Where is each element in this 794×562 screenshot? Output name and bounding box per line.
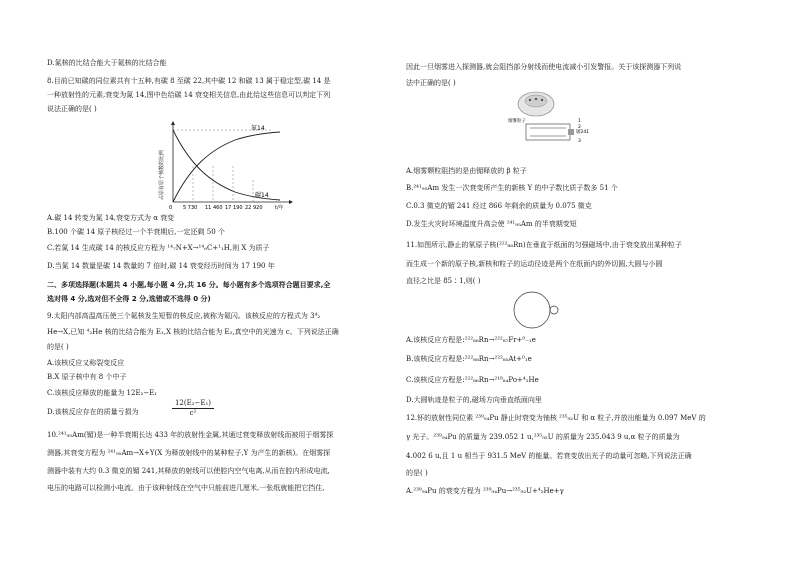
am241-label: 镅241 xyxy=(576,130,590,135)
q11-stem-line: 而生成一个新的原子核,新核和粒子的运动径迹是两个在纸面内的外切圆,大圆与小圆 xyxy=(406,260,663,268)
q10-stem-line: 电压的电路可以检测小电流。由于该种射线在空气中只能前进几厘米,一张纸就能把它挡住, xyxy=(47,484,325,492)
terminal-label: 3 xyxy=(578,139,581,144)
fraction-numerator: 12(E₂−E₁) xyxy=(172,399,214,409)
q8-option-a: A.碳 14 转变为氮 14,衰变方式为 α 衰变 xyxy=(47,214,175,222)
q9-stem-line: 的是( ) xyxy=(47,343,69,351)
c14-curve xyxy=(173,130,280,200)
q11-stem-line: 11.如图所示,静止的氡原子核(²²²₈₆Rn)在垂直于纸面的匀强磁场中,由于衰变放出某种粒子 xyxy=(406,241,682,249)
q8-option-c: C.若氮 14 生成碳 14 的核反应方程为 ¹⁴₇N+X→¹⁴₆C+¹₁H,则 X 为质子 xyxy=(47,244,270,252)
q8-stem-line: 说法正确的是( ) xyxy=(47,105,97,113)
decay-graph xyxy=(155,120,295,212)
q9-option-c: C.该核反应释放的能量为 12E₂−E₁ xyxy=(47,389,158,397)
q9-option-a: A.该核反应又称裂变反应 xyxy=(47,359,125,367)
fraction-denominator: c² xyxy=(189,409,197,417)
section-header: 选对得 4 分,选对但不全得 2 分,选错或不选得 0 分) xyxy=(47,295,211,303)
small-circle xyxy=(550,306,558,314)
source-block xyxy=(568,129,574,135)
q11-option-a: A.该核反应方程是:²²²₈₆Rn→²²²₈₇Fr+⁰₋₁e xyxy=(406,336,536,344)
x-tick-label: 5 730 xyxy=(183,205,198,211)
q8-stem-line: 8.目前已知碳的同位素共有十五种,有碳 8 至碳 22,其中碳 12 和碳 13 属于稳定型,碳 14 是 xyxy=(47,77,331,85)
large-circle xyxy=(514,292,550,328)
x-unit-label: t/年 xyxy=(275,205,284,211)
terminal-label: 1 xyxy=(578,119,581,124)
q12-stem-line: γ 光子。²³⁹₉₄Pu 的质量为 239.052 1 u,²³⁵₉₂U 的质量为 235.043 9 u,α 粒子的质量为 xyxy=(406,433,680,441)
c14-label: 碳14 xyxy=(255,192,269,199)
section-header: 二、多项选择题(本题共 4 小题,每小题 4 分,共 16 分。每小题有多个选项符合题目要求,全 xyxy=(47,281,331,289)
q9-option-d: D.该核反应存在的质量亏损为 xyxy=(47,408,139,416)
q7-option-d: D.氮核的比结合能大于氦核的比结合能 xyxy=(47,59,167,67)
q11-option-b: B.该核反应方程是:²²²₈₆Rn→²²²₈₅At+⁰₁e xyxy=(406,355,532,363)
origin-label: 0 xyxy=(169,205,173,211)
q9-stem-line: 9.太阳内部高温高压使三个氦核发生短暂的核反应,被称为氦闪。该核反应的方程式为 3⁴₂ xyxy=(47,312,321,320)
q12-stem-line: 12.钚的放射性同位素 ²³⁹₉₄Pu 静止时衰变为铀核 ²³⁵₉₂U 和 α 粒子,并放出能量为 0.097 MeV 的 xyxy=(406,414,706,422)
q10-cont-line: 因此一旦烟雾进入探测器,就会阻挡部分射线而使电流减小引发警报。关于该探测器下列说 xyxy=(406,63,682,71)
q10-stem-line: 测器,其衰变方程为 ²⁴¹₉₅Am→X+Y(X 为释放射线中的某种粒子,Y 为产生的新核)。在烟雾探 xyxy=(47,449,331,457)
n14-label: 氮14 xyxy=(251,125,265,132)
q10-option-c: C.0.3 微克的镅 241 经过 866 年剩余的质量为 0.075 微克 xyxy=(406,202,592,210)
detector-vent xyxy=(541,99,543,101)
y-axis-arrow xyxy=(171,121,175,125)
q10-cont-line: 法中正确的是( ) xyxy=(406,79,456,87)
q12-option-a: A.²³⁹₉₄Pu 的衰变方程为 ²³⁹₉₄Pu→²³⁵₉₂U+⁴₂He+γ xyxy=(406,487,564,495)
terminal-label: 2 xyxy=(578,125,581,130)
q9-fraction xyxy=(172,399,214,418)
x-tick-label: 17 190 xyxy=(225,205,243,211)
q10-option-b: B.²⁴¹₉₅Am 发生一次衰变所产生的新核 Y 的中子数比质子数多 51 个 xyxy=(406,184,618,192)
q10-option-a: A.烟雾颗粒阻挡的是由镅释放的 β 粒子 xyxy=(406,167,527,175)
detector-vent xyxy=(535,98,537,100)
detector-cap xyxy=(525,95,547,107)
q8-option-b: B.100 个碳 14 原子核经过一个半衰期后,一定还剩 50 个 xyxy=(47,228,225,236)
q11-stem-line: 直径之比是 85∶1,则( ) xyxy=(406,277,481,285)
q8-stem-line: 一种放射性的元素,衰变为氮 14,图中色给碳 14 衰变相关信息,由此给这些信息可以判定下列 xyxy=(47,91,331,99)
q9-stem-line: He→X,已知 ⁴₂He 核的比结合能为 E₁,X 核的比结合能为 E₂,真空中的光速为 c。下列说法正确 xyxy=(47,328,339,336)
y-axis-label: 占原有原子核数的比例 xyxy=(159,149,165,200)
q12-stem-line: 4.002 6 u,且 1 u 相当于 931.5 MeV 的能量。若衰变放出光子的动量可忽略,下列说法正确 xyxy=(406,452,692,460)
q10-stem-line: 测器中装有大约 0.3 微克的镅 241,其释放的射线可以使腔内空气电离,从而在腔内形成电流, xyxy=(47,467,330,475)
q10-stem-line: 10.²⁴¹₉₅Am(镅)是一种半衰期长达 433 年的放射性金属,其通过衰变释放射线而被用于烟雾探 xyxy=(47,431,334,439)
q11-option-c: C.该核反应方程是:²²²₈₆Rn→²¹⁸₈₄Po+⁴₂He xyxy=(406,376,539,384)
q8-option-d: D.当氮 14 数量是碳 14 数量的 7 倍时,碳 14 衰变经历时间为 17 190 年 xyxy=(47,262,275,270)
q10-option-d: D.发生火灾时环境温度升高会使 ²⁴¹₉₅Am 的半衰期变短 xyxy=(406,220,577,228)
detector-vent xyxy=(529,99,531,101)
ionization-chamber xyxy=(526,124,570,140)
x-tick-label: 11 460 xyxy=(205,205,223,211)
smoke-particle-label: 烟雾粒子 xyxy=(508,119,526,124)
q12-stem-line: 的是( ) xyxy=(406,469,428,477)
q11-option-d: D.大圆轨迹是粒子的,磁场方向垂直纸面向里 xyxy=(406,396,542,404)
q9-option-b: B.X 原子核中有 8 个中子 xyxy=(47,373,127,381)
smoke-detector-image xyxy=(506,88,606,144)
tangent-circles-diagram xyxy=(506,290,566,330)
x-tick-label: 22 920 xyxy=(245,205,263,211)
x-axis-arrow xyxy=(289,200,293,204)
